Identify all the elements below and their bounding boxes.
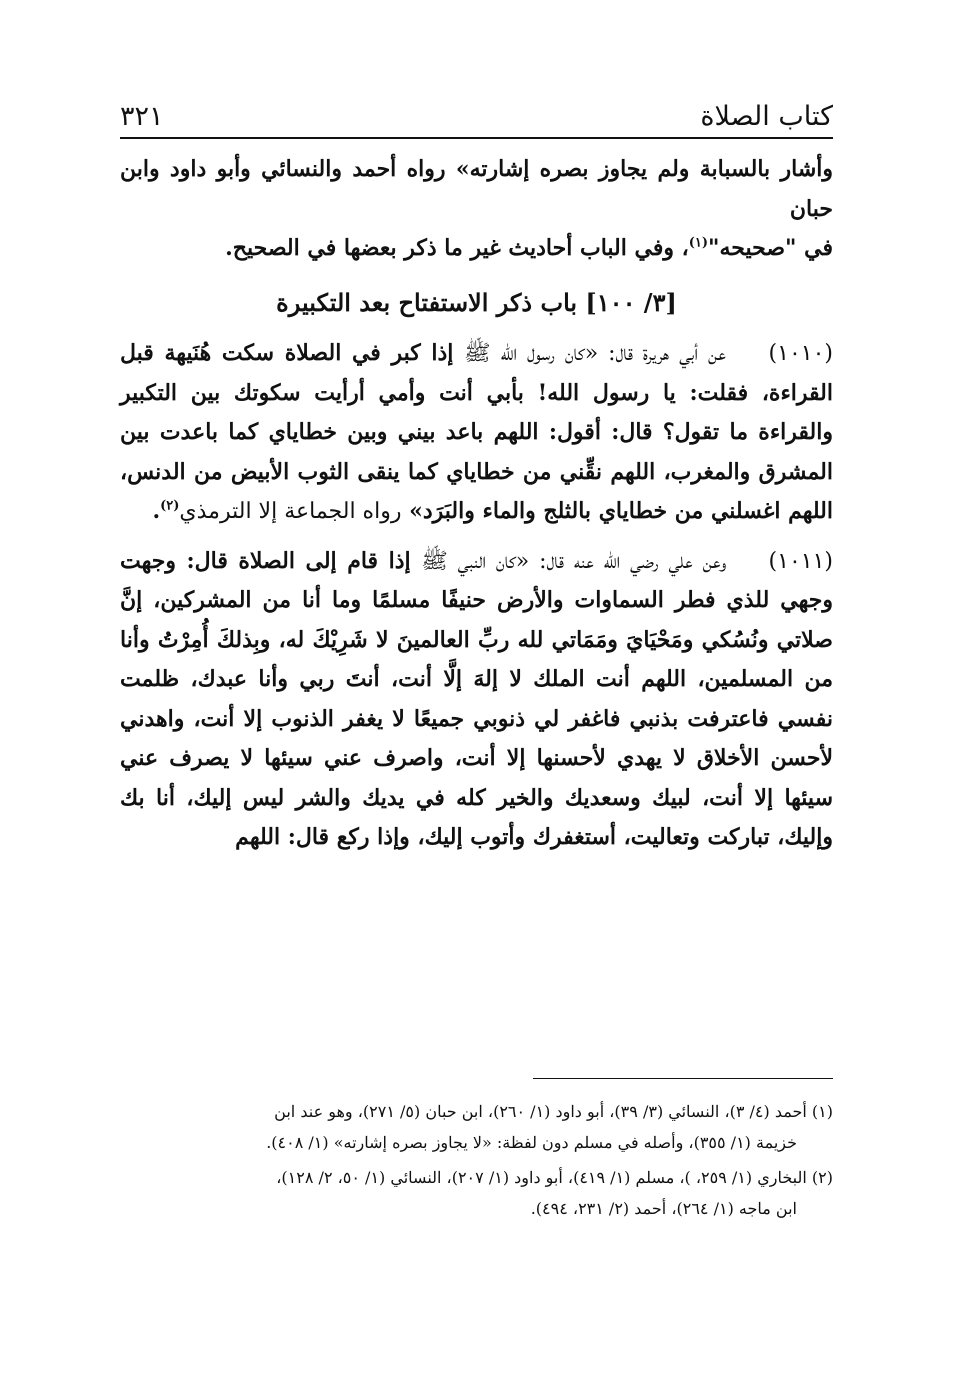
hadith-narrator: وعن علي رضي الله عنه قال: «كان النبي ﷺ xyxy=(421,548,727,574)
hadith-1011 xyxy=(120,542,833,858)
hadith-text: إذا كبر في الصلاة سكت هُنَيهة قبل القراءة، فقلت: يا رسول الله! بأبي أنت وأمي أرأيت سكوتك بين التكبير والقراءة ما تقول؟ قال: أقول: اللهم باعد بيني وبين خطاياي كما باعدت بين المشرق والمغرب، اللهم نقِّني من خطاياي كما ينقى الثوب الأبيض من الدنس، اللهم اغسلني من خطاياي بالثلج والماء والبَرَد» xyxy=(120,340,833,524)
hadith-number: (١٠١٠) xyxy=(768,341,833,366)
footnote-2-line-1: (٢) البخاري (١/ ٢٥٩، )، مسلم (١/ ٤١٩)، أبو داود (١/ ٢٠٧)، النسائي (١/ ٥٠، ٢/ ١٢٨)، xyxy=(276,1168,833,1187)
footnote-2-line-2: ابن ماجه (١/ ٢٦٤)، أحمد (٢/ ٢٣١، ٤٩٤). xyxy=(530,1199,797,1218)
page-header xyxy=(120,88,833,132)
hadith-number: (١٠١١) xyxy=(768,548,833,574)
intro-line-2-end: ، وفي الباب أحاديث غير ما ذكر بعضها في الصحيح. xyxy=(225,235,689,261)
footnotes xyxy=(120,1096,833,1228)
hadith-narrator: عن أبي هريرة قال: «كان رسول الله ﷺ xyxy=(464,341,726,366)
hadith-text: إذا قام إلى الصلاة قال: وجهت وجهي للذي فطر السماوات والأرض حنيفًا مسلمًا وما أنا من المشركين، إنَّ صلاتي ونُسُكي ومَحْيَايَ ومَمَاتي لله ربِّ العالمينَ لا شَرِيْكَ له، وبِذلكَ أُمِرْتُ وأنا من المسلمين، اللهم أنت الملك لا إلهَ إلَّا أنت، أنتَ ربي وأنا عبدك، ظلمت نفسي فاعترفت بذنبي فاغفر لي ذنوبي جميعًا لا يغفر الذنوب إلا أنت، واهدني لأحسن الأخلاق لا يهدي لأحسنها إلا أنت، واصرف عني سيئها لا يصرف عني سيئها إلا أنت، لبيك وسعديك والخير كله في يديك والشر ليس إليك، أنا بك وإليك، تباركت وتعاليت، أستغفرك وأتوب إليك، وإذا ركع قال: اللهم xyxy=(120,547,833,850)
footnote-divider xyxy=(533,1078,833,1079)
intro-paragraph xyxy=(120,150,833,269)
intro-line-1: وأشار بالسبابة ولم يجاوز بصره إشارته» رواه أحمد والنسائي وأبو داود وابن حبان xyxy=(120,156,833,222)
running-title: كتاب الصلاة xyxy=(700,101,833,132)
hadith-end: . xyxy=(152,498,161,524)
header-divider xyxy=(120,137,833,139)
footnote-1-line-1: (١) أحمد (٤/ ٣)، النسائي (٣/ ٣٩)، أبو داود (١/ ٢٦٠)، ابن حبان (٥/ ٢٧١)، وهو عند ابن xyxy=(274,1102,833,1121)
hadith-1010 xyxy=(120,334,833,532)
footnote-2 xyxy=(120,1162,833,1224)
footnote-ref-2[interactable]: (٢) xyxy=(160,498,180,514)
main-text xyxy=(120,150,833,858)
chapter-heading: [٣/ ١٠٠] باب ذكر الاستفتاح بعد التكبيرة xyxy=(276,287,677,317)
hadith-source: رواه الجماعة إلا الترمذي xyxy=(179,499,402,524)
footnote-ref-1[interactable]: (١) xyxy=(688,235,709,251)
intro-line-2-start: في "صحيحه" xyxy=(708,235,833,261)
book-page xyxy=(120,0,833,1395)
page-number: ٣٢١ xyxy=(120,101,164,132)
footnote-1-line-2: خزيمة (١/ ٣٥٥)، وأصله في مسلم دون لفظة: «لا يجاوز بصره إشارته» (١/ ٤٠٨). xyxy=(266,1133,797,1152)
footnote-1 xyxy=(120,1096,833,1158)
